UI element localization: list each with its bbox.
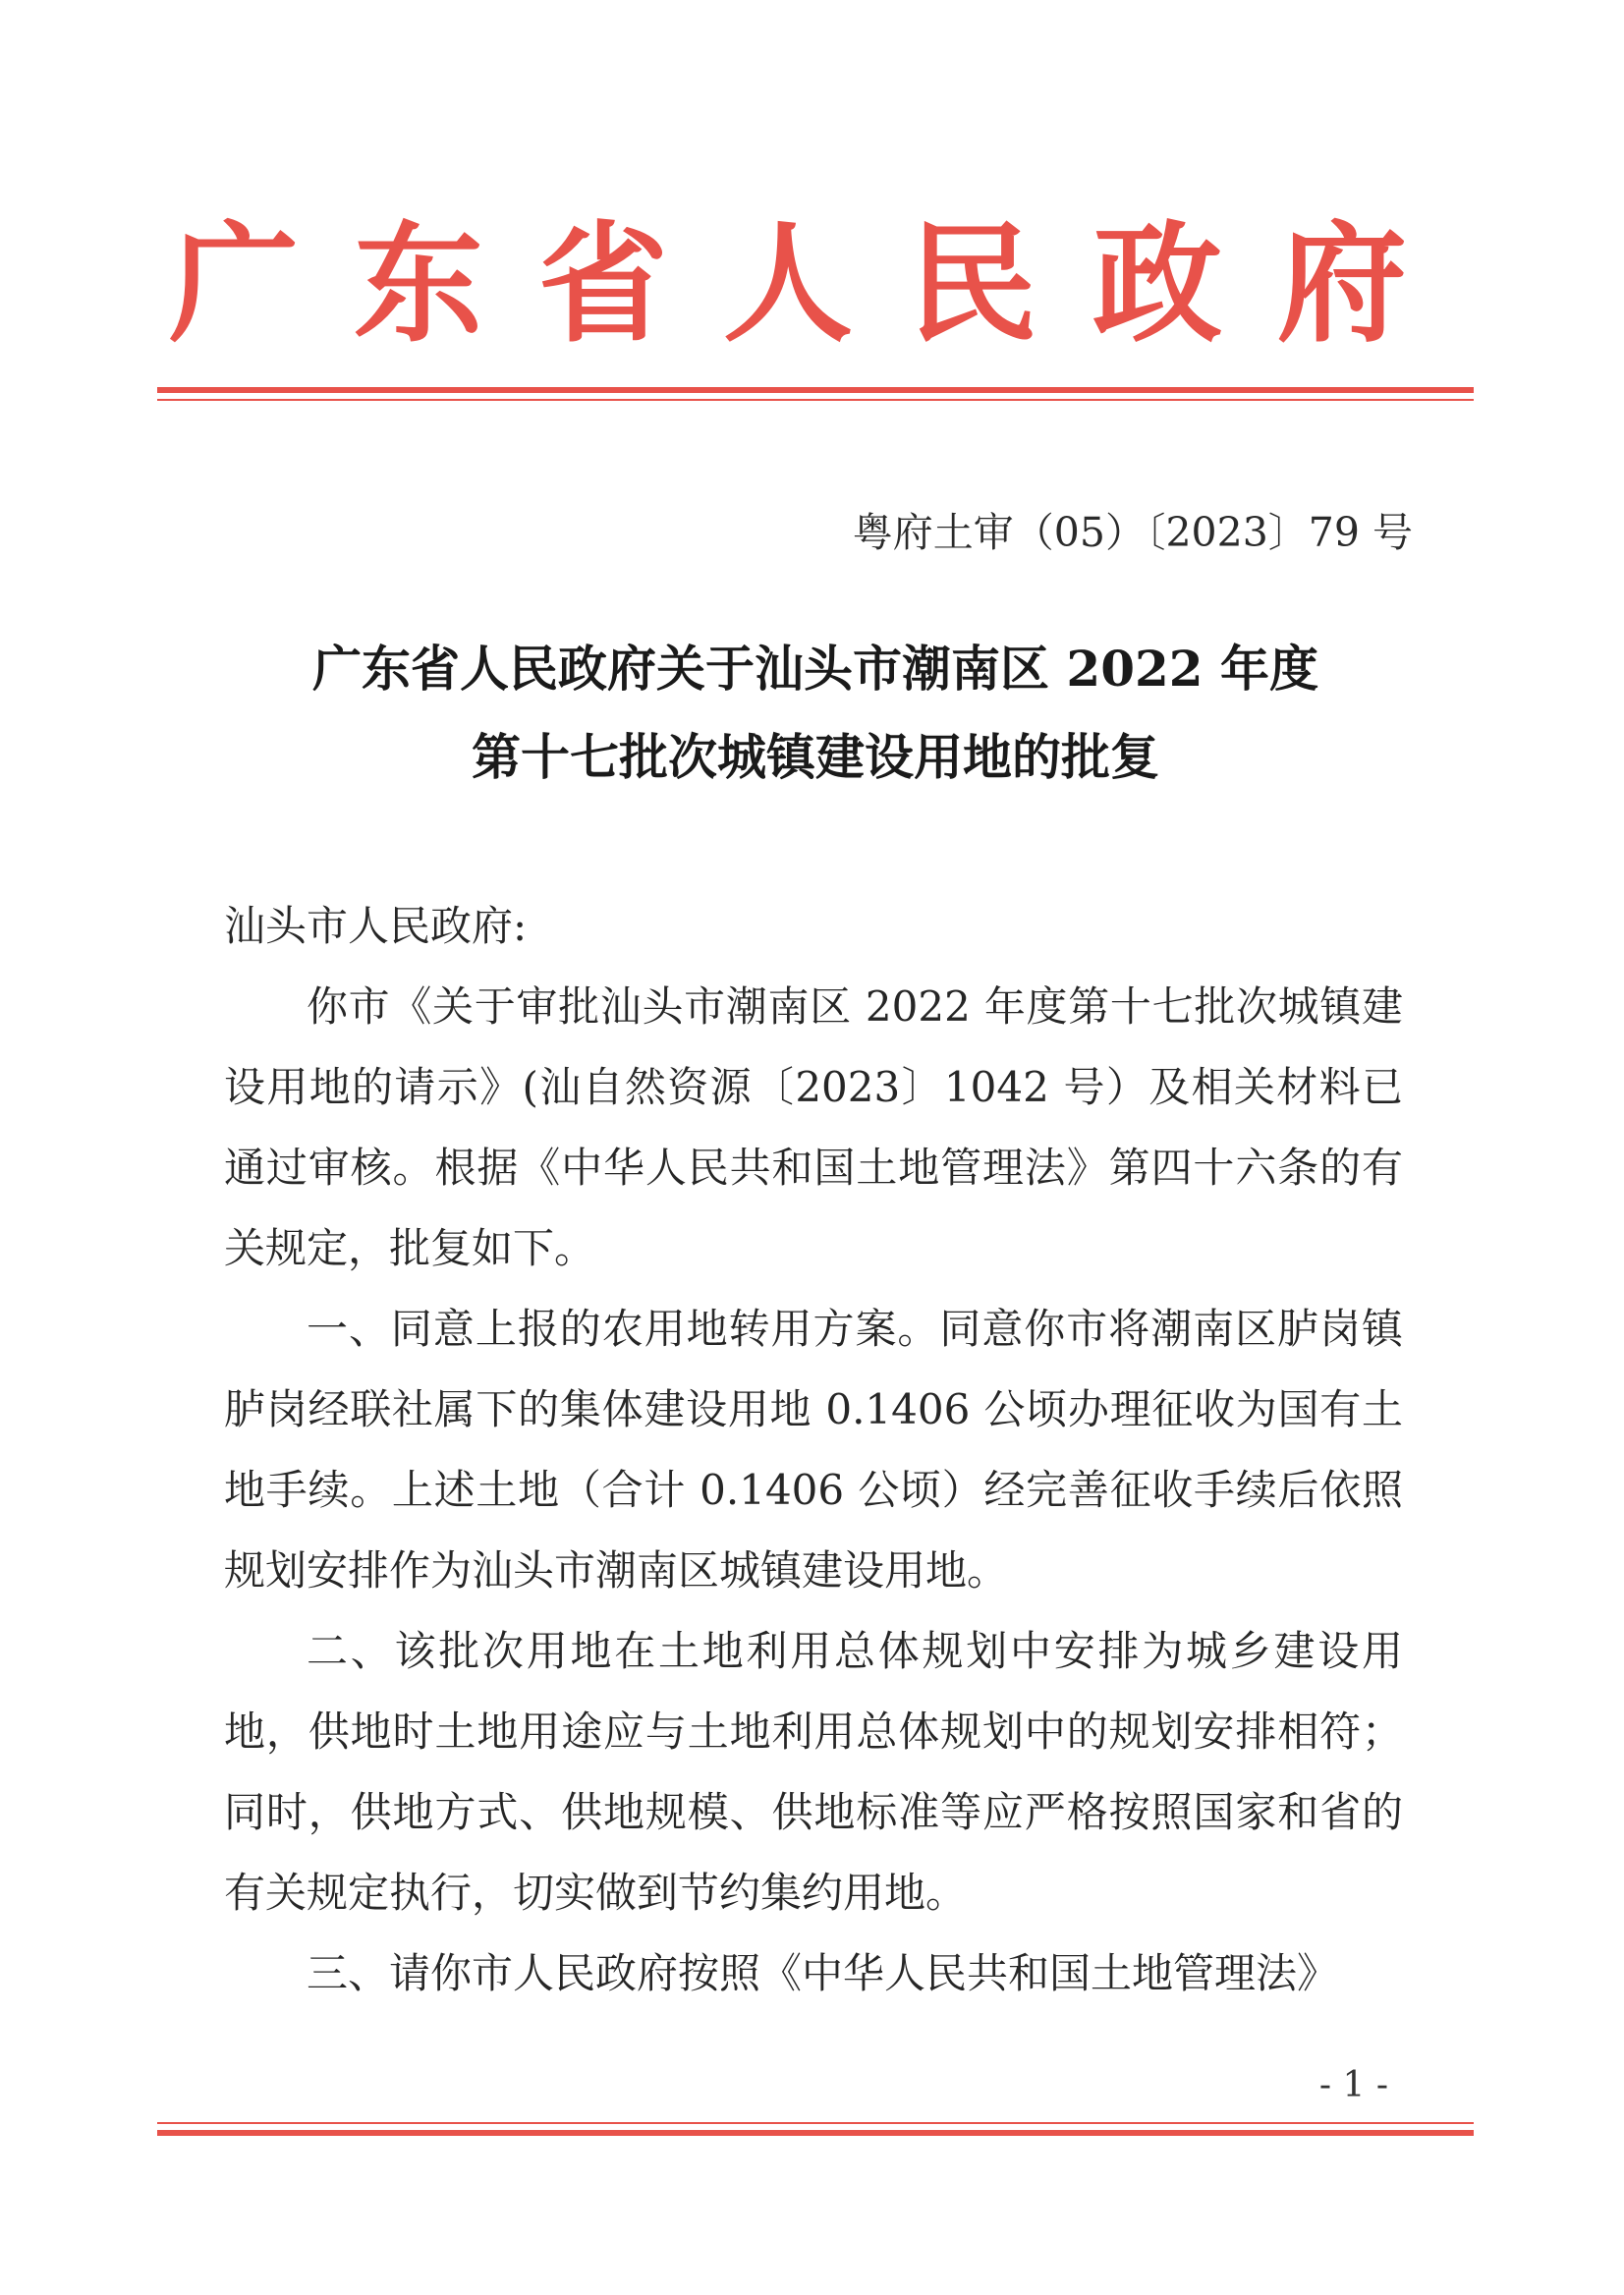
header-rule-thick xyxy=(157,387,1474,393)
document-number: 粤府土审（05）〔2023〕79 号 xyxy=(852,509,1413,556)
paragraph-item-3: 三、请你市人民政府按照《中华人民共和国土地管理法》 xyxy=(307,1949,1339,1997)
page-number: - 1 - xyxy=(1318,2065,1388,2105)
document-title-line-1: 广东省人民政府关于汕头市潮南区 2022 年度 xyxy=(312,640,1318,698)
header-rule-thin xyxy=(157,399,1474,401)
document-title-line-2: 第十七批次城镇建设用地的批复 xyxy=(472,728,1159,786)
paragraph-item-2: 二、该批次用地在土地利用总体规划中安排为城乡建设用地，供地时土地用途应与土地利用总体规划中的规划安排相符；同时，供地方式、供地规模、供地标准等应严格按照国家和省的有关规定执行，切实做到节约集约用地。 xyxy=(224,1627,1403,1917)
masthead-title: 广东省人民政府 xyxy=(169,208,1462,361)
salutation: 汕头市人民政府: xyxy=(224,902,528,950)
footer-rule-thin xyxy=(157,2122,1474,2124)
document-body xyxy=(224,886,1403,2014)
footer-rule-thick xyxy=(157,2130,1474,2136)
paragraph-intro: 你市《关于审批汕头市潮南区 2022 年度第十七批次城镇建设用地的请示》(汕自然资源〔2023〕1042 号）及相关材料已通过审核。根据《中华人民共和国土地管理法》第四十六条的有关规定，批复如下。 xyxy=(224,982,1403,1272)
paragraph-item-1: 一、同意上报的农用地转用方案。同意你市将潮南区胪岗镇胪岗经联社属下的集体建设用地 0.1406 公顷办理征收为国有土地手续。上述土地（合计 0.1406 公顷）经完善征收手续后依照规划安排作为汕头市潮南区城镇建设用地。 xyxy=(224,1305,1403,1595)
